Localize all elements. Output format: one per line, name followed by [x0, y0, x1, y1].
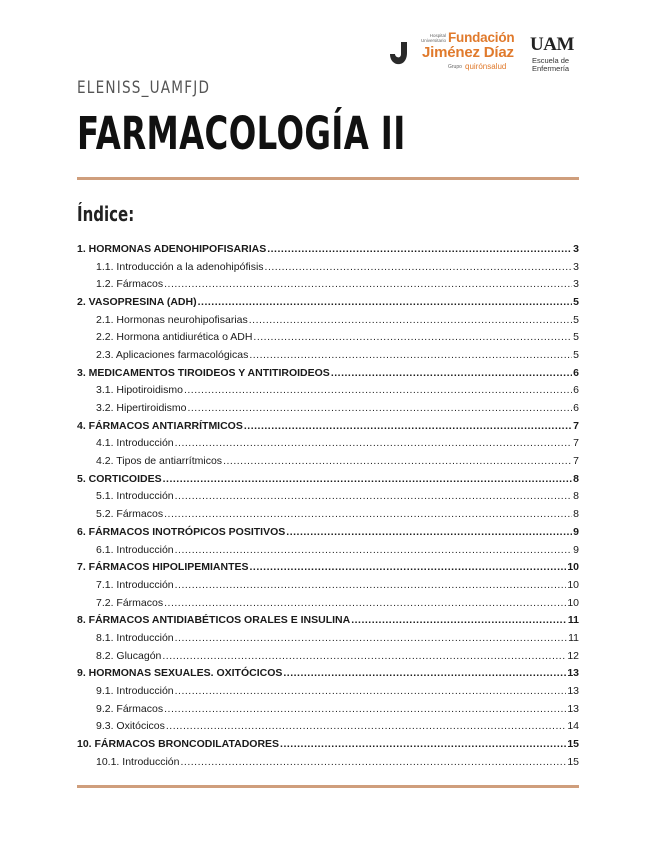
toc-entry-title: 7.2. Fármacos	[96, 596, 164, 609]
toc-entry-title: 10.1. Introducción	[96, 755, 180, 768]
uam-logo-subtitle	[532, 57, 569, 73]
toc-page-number: 3	[573, 242, 579, 255]
toc-dot-leader	[175, 632, 567, 644]
toc-page-number: 7	[573, 419, 579, 432]
toc-dot-leader	[162, 650, 566, 662]
toc-section-link[interactable]	[77, 293, 579, 311]
toc-entry-title: 4. FÁRMACOS ANTIARRÍTMICOS	[77, 419, 243, 432]
toc-dot-leader	[244, 420, 572, 432]
toc-section-link[interactable]	[77, 470, 579, 488]
toc-subsection-link[interactable]	[77, 346, 579, 364]
toc-entry-title: 2.1. Hormonas neurohipofisarias	[96, 313, 248, 326]
toc-dot-leader	[265, 261, 573, 273]
toc-page-number: 7	[573, 455, 579, 468]
toc-entry-title: 8.2. Glucagón	[96, 649, 162, 662]
toc-entry-title: 3.1. Hipotiroidismo	[96, 384, 183, 397]
toc-dot-leader	[164, 597, 566, 609]
toc-entry-title: 1.1. Introducción a la adenohipófisis	[96, 260, 264, 273]
toc-entry-title: 8. FÁRMACOS ANTIDIABÉTICOS ORALES E INSULINA	[77, 614, 351, 627]
toc-subsection-link[interactable]	[77, 311, 579, 329]
fjd-logo-name-line2: Jiménez Díaz	[422, 44, 514, 61]
toc-section-link[interactable]	[77, 240, 579, 258]
uam-logo-sub-line2: Enfermería	[532, 64, 570, 73]
toc-page-number: 9	[573, 525, 579, 538]
toc-page-number: 5	[573, 313, 579, 326]
toc-entry-title: 10. FÁRMACOS BRONCODILATADORES	[77, 738, 280, 751]
toc-page-number: 10	[567, 561, 579, 574]
divider-bottom	[77, 785, 579, 788]
toc-entry-title: 3. MEDICAMENTOS TIROIDEOS Y ANTITIROIDEOS	[77, 366, 330, 379]
toc-dot-leader	[175, 490, 573, 502]
toc-subsection-link[interactable]	[77, 629, 579, 647]
toc-dot-leader	[280, 738, 566, 750]
toc-dot-leader	[267, 243, 572, 255]
toc-subsection-link[interactable]	[77, 647, 579, 665]
toc-dot-leader	[223, 455, 572, 467]
toc-page-number: 8	[573, 472, 579, 485]
course-id: ELENISS_UAMFJD	[77, 78, 211, 98]
toc-dot-leader	[163, 473, 573, 485]
toc-entry-title: 6. FÁRMACOS INOTRÓPICOS POSITIVOS	[77, 525, 286, 538]
toc-subsection-link[interactable]	[77, 382, 579, 400]
toc-dot-leader	[175, 685, 567, 697]
toc-subsection-link[interactable]	[77, 700, 579, 718]
toc-page-number: 6	[573, 366, 579, 379]
toc-entry-title: 5.1. Introducción	[96, 490, 174, 503]
uam-logo	[526, 34, 586, 78]
uam-logo-sub-line1: Escuela de	[532, 56, 570, 65]
toc-dot-leader	[175, 437, 573, 449]
toc-page-number: 6	[573, 402, 579, 415]
divider-top	[77, 177, 579, 180]
toc-dot-leader	[166, 720, 566, 732]
toc-section-link[interactable]	[77, 665, 579, 683]
toc-entry-title: 1.2. Fármacos	[96, 278, 164, 291]
toc-entry-title: 5. CORTICOIDES	[77, 472, 162, 485]
toc-page-number: 3	[573, 260, 579, 273]
toc-subsection-link[interactable]	[77, 275, 579, 293]
toc-page-number: 5	[573, 295, 579, 308]
toc-entry-title: 2.2. Hormona antidiurética o ADH	[96, 331, 253, 344]
toc-page-number: 13	[567, 667, 579, 680]
toc-page-number: 5	[573, 348, 579, 361]
toc-page-number: 8	[573, 490, 579, 503]
toc-subsection-link[interactable]	[77, 488, 579, 506]
toc-entry-title: 7. FÁRMACOS HIPOLIPEMIANTES	[77, 561, 249, 574]
toc-page-number: 9	[573, 543, 579, 556]
toc-subsection-link[interactable]	[77, 682, 579, 700]
toc-subsection-link[interactable]	[77, 399, 579, 417]
toc-entry-title: 2. VASOPRESINA (ADH)	[77, 295, 197, 308]
index-heading: Índice:	[77, 202, 135, 226]
toc-subsection-link[interactable]	[77, 594, 579, 612]
toc-dot-leader	[175, 544, 573, 556]
page-title: FARMACOLOGÍA II	[77, 107, 406, 160]
toc-page-number: 5	[573, 331, 579, 344]
toc-subsection-link[interactable]	[77, 258, 579, 276]
toc-entry-title: 4.1. Introducción	[96, 437, 174, 450]
toc-subsection-link[interactable]	[77, 576, 579, 594]
toc-section-link[interactable]	[77, 523, 579, 541]
fjd-logo-group-label: Grupo	[448, 64, 462, 70]
toc-page-number: 7	[573, 437, 579, 450]
toc-dot-leader	[164, 703, 566, 715]
toc-section-link[interactable]	[77, 417, 579, 435]
toc-dot-leader	[331, 367, 572, 379]
toc-entry-title: 2.3. Aplicaciones farmacológicas	[96, 348, 249, 361]
toc-page-number: 10	[567, 596, 579, 609]
toc-subsection-link[interactable]	[77, 718, 579, 736]
toc-dot-leader	[249, 349, 572, 361]
toc-entry-title: 4.2. Tipos de antiarrítmicos	[96, 455, 223, 468]
fjd-logo-small-text: Hospital Universitario	[420, 33, 446, 43]
toc-page-number: 11	[568, 631, 579, 644]
uam-logo-name: UAM	[530, 34, 574, 55]
toc-section-link[interactable]	[77, 735, 579, 753]
toc-section-link[interactable]	[77, 611, 579, 629]
toc-entry-title: 3.2. Hipertiroidismo	[96, 402, 187, 415]
toc-entry-title: 9.2. Fármacos	[96, 702, 164, 715]
toc-page-number: 14	[567, 720, 579, 733]
toc-section-link[interactable]	[77, 364, 579, 382]
toc-entry-title: 7.1. Introducción	[96, 578, 174, 591]
table-of-contents	[77, 240, 579, 771]
toc-page-number: 11	[567, 614, 579, 627]
toc-entry-title: 6.1. Introducción	[96, 543, 174, 556]
toc-page-number: 13	[567, 702, 579, 715]
toc-entry-title: 1. HORMONAS ADENOHIPOFISARIAS	[77, 242, 267, 255]
toc-subsection-link[interactable]	[77, 435, 579, 453]
toc-subsection-link[interactable]	[77, 505, 579, 523]
toc-dot-leader	[283, 667, 566, 679]
toc-entry-title: 5.2. Fármacos	[96, 508, 164, 521]
toc-entry-title: 9.3. Oxitócicos	[96, 720, 165, 733]
toc-subsection-link[interactable]	[77, 753, 579, 771]
toc-subsection-link[interactable]	[77, 541, 579, 559]
toc-dot-leader	[249, 314, 572, 326]
toc-subsection-link[interactable]	[77, 328, 579, 346]
toc-dot-leader	[198, 296, 573, 308]
fjd-logo	[388, 28, 520, 78]
toc-dot-leader	[184, 384, 572, 396]
fjd-logo-group-name: quirónsalud	[465, 62, 507, 71]
toc-dot-leader	[351, 614, 567, 626]
fjd-logo-name-line1: Fundación	[448, 30, 515, 45]
toc-page-number: 8	[573, 508, 579, 521]
toc-section-link[interactable]	[77, 558, 579, 576]
toc-dot-leader	[164, 508, 572, 520]
toc-dot-leader	[187, 402, 572, 414]
toc-page-number: 3	[573, 278, 579, 291]
toc-dot-leader	[286, 526, 572, 538]
toc-subsection-link[interactable]	[77, 452, 579, 470]
toc-entry-title: 9. HORMONAS SEXUALES. OXITÓCICOS	[77, 667, 283, 680]
toc-dot-leader	[180, 756, 566, 768]
toc-page-number: 10	[567, 578, 579, 591]
toc-page-number: 15	[567, 755, 579, 768]
toc-entry-title: 8.1. Introducción	[96, 631, 174, 644]
toc-dot-leader	[175, 579, 567, 591]
toc-page-number: 6	[573, 384, 579, 397]
toc-page-number: 12	[567, 649, 579, 662]
toc-entry-title: 9.1. Introducción	[96, 685, 174, 698]
toc-dot-leader	[253, 331, 572, 343]
toc-dot-leader	[250, 561, 567, 573]
toc-page-number: 13	[567, 685, 579, 698]
fjd-logo-icon	[388, 40, 408, 66]
toc-dot-leader	[164, 278, 572, 290]
toc-page-number: 15	[567, 738, 579, 751]
